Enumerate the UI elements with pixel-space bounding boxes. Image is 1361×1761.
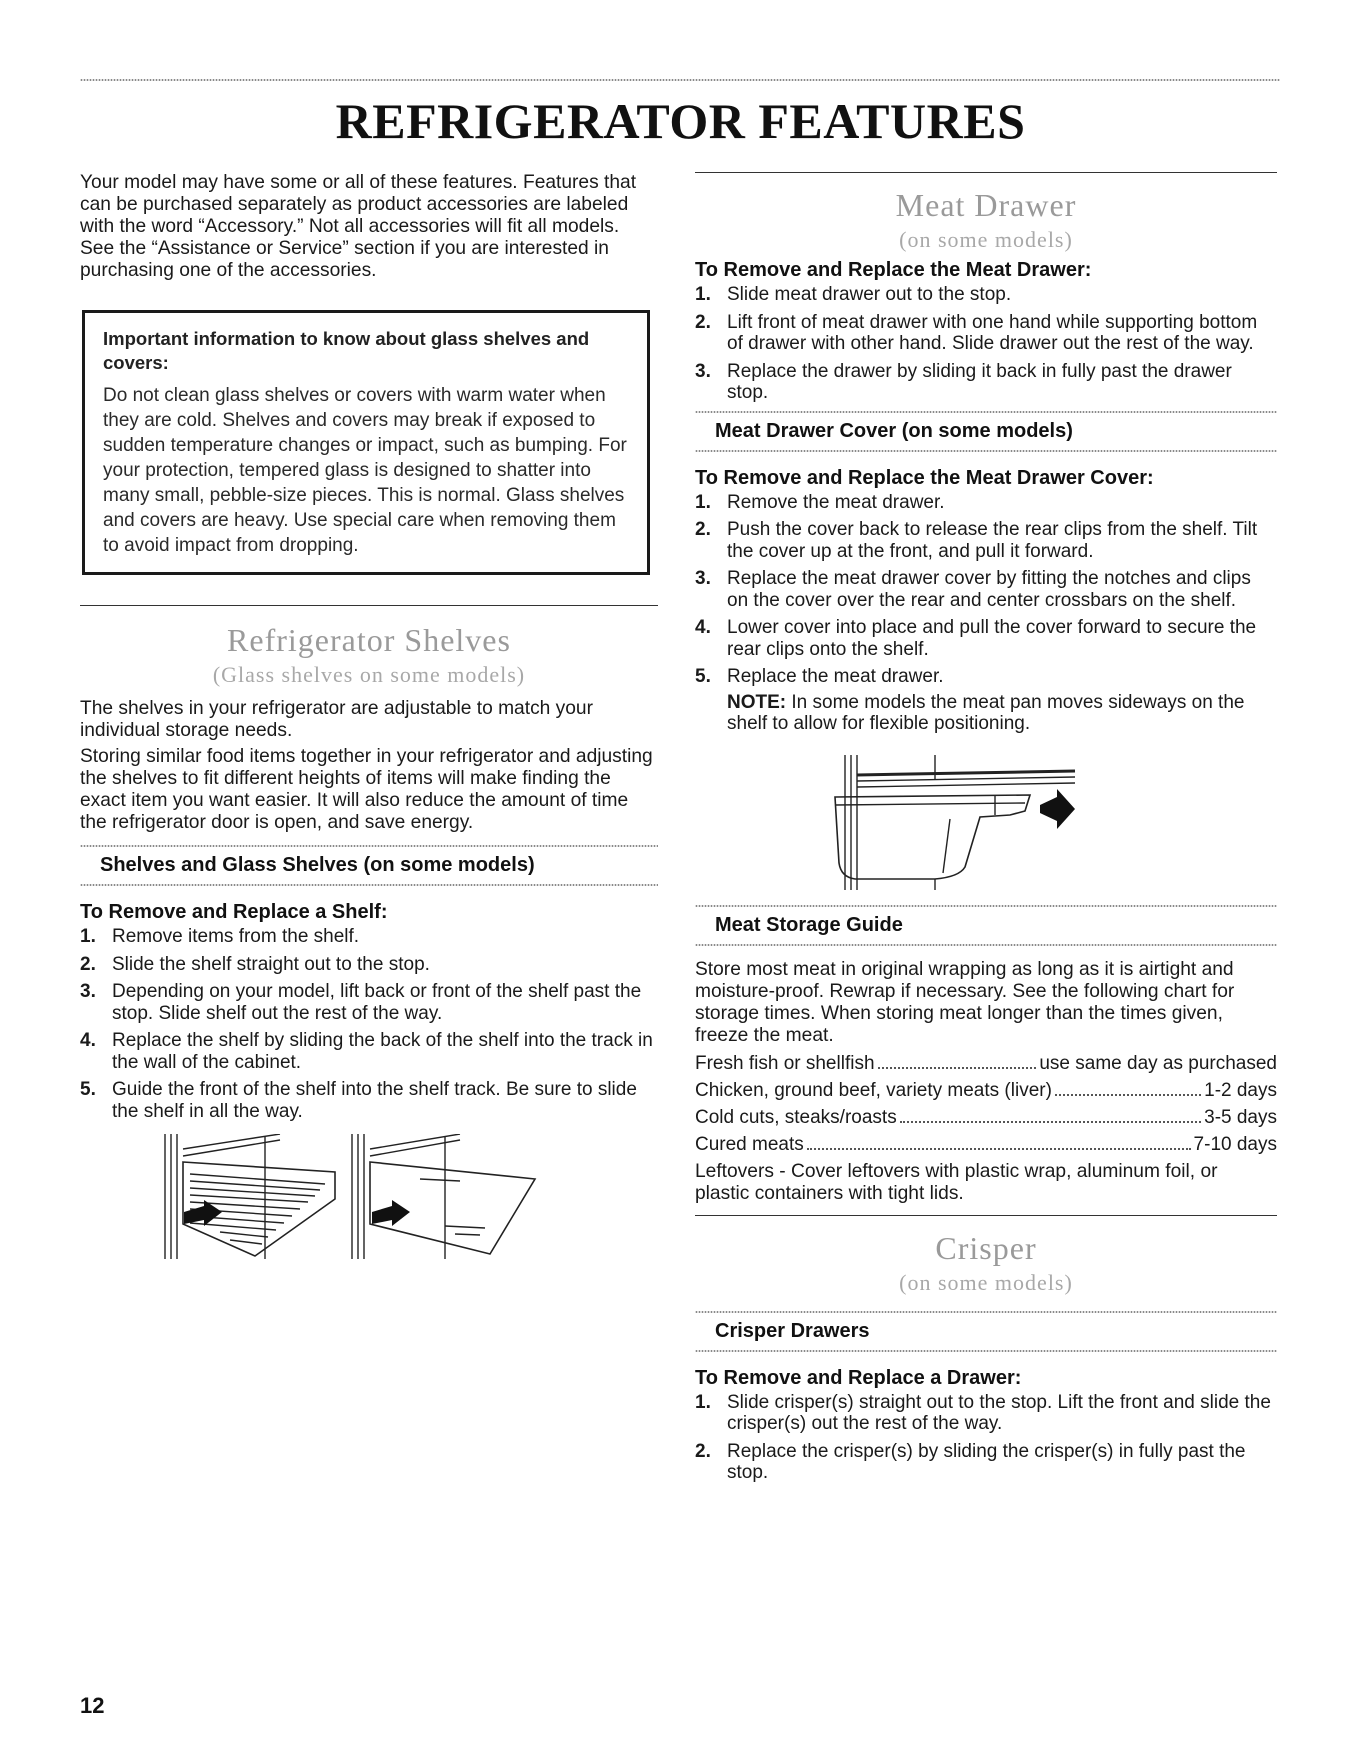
step-text: Lower cover into place and pull the cover forward to secure the rear clips onto the shelf.	[727, 617, 1257, 660]
crisper-subsection-band	[695, 1310, 1277, 1353]
list-item	[695, 617, 1277, 660]
storage-time: 7-10 days	[1193, 1133, 1277, 1155]
step-number: 2.	[80, 953, 96, 975]
meat-drawer-section-title: Meat Drawer	[895, 187, 1077, 223]
important-info-box	[82, 310, 650, 575]
shelves-subsection-band	[80, 844, 658, 887]
step-text: Slide meat drawer out to the stop.	[727, 284, 1012, 305]
step-number: 2.	[695, 311, 711, 333]
meat-cover-steps-heading: To Remove and Replace the Meat Drawer Cover:	[695, 466, 1154, 489]
meat-cover-steps-list	[695, 492, 1277, 688]
step-text: Replace the drawer by sliding it back in fully past the drawer stop.	[727, 360, 1232, 403]
wire-shelf-drawing	[165, 1134, 335, 1259]
right-column	[695, 172, 1277, 1490]
note-text: In some models the meat pan moves sideways on the shelf to allow for flexible positioning.	[727, 691, 1245, 734]
page-title: REFRIGERATOR FEATURES	[335, 93, 1026, 149]
meat-type: Cold cuts, steaks/roasts	[695, 1106, 897, 1128]
step-text: Replace the meat drawer cover by fitting the notches and clips on the cover over the rear and center crossbars on the shelf.	[727, 568, 1251, 611]
meat-pan-note	[695, 692, 1277, 735]
meat-guide-subsection-band	[695, 904, 1277, 947]
glass-shelf-drawing	[352, 1134, 535, 1259]
shelf-steps-heading: To Remove and Replace a Shelf:	[80, 901, 388, 923]
section-rule	[695, 172, 1277, 173]
meat-drawer-steps-heading: To Remove and Replace the Meat Drawer:	[695, 259, 1092, 281]
crisper-steps-list	[695, 1392, 1277, 1484]
table-row	[695, 1080, 1277, 1101]
shelves-section-subtitle: (Glass shelves on some models)	[212, 662, 526, 687]
step-text: Remove the meat drawer.	[727, 491, 945, 513]
list-item	[80, 926, 658, 948]
shelf-steps-list	[80, 926, 658, 1122]
table-row	[695, 1053, 1277, 1074]
step-text: Remove items from the shelf.	[112, 926, 360, 947]
meat-cover-sub-heading: Meat Drawer Cover (on some models)	[715, 419, 1073, 442]
pull-arrow-icon	[372, 1200, 410, 1226]
meat-type: Cured meats	[695, 1133, 804, 1155]
list-item	[80, 954, 658, 976]
top-dotted-rule	[80, 78, 1280, 82]
shelf-illustration	[80, 1134, 658, 1264]
page-number: 12	[80, 1693, 105, 1718]
crisper-section-title: Crisper	[935, 1229, 1037, 1266]
left-column	[80, 172, 658, 1269]
step-number: 5.	[80, 1079, 96, 1100]
list-item	[695, 284, 1277, 306]
note-label: NOTE:	[727, 691, 787, 713]
storage-time: use same day as purchased	[1039, 1052, 1277, 1074]
shelves-sub-heading: Shelves and Glass Shelves (on some models)	[100, 854, 535, 876]
important-text: Do not clean glass shelves or covers with warm water when they are cold. Shelves and covers may break if exposed to sudden temperature changes or impact, such as bumping. For your protection, tempered glass is designed to shatter into many small, pebble-size pieces. This is normal. Glass shelves and covers are heavy. Use special care when removing them to avoid impact from dropping.	[103, 385, 627, 556]
step-text: Push the cover back to release the rear clips from the shelf. Tilt the cover up at the front, and pull it forward.	[727, 519, 1258, 562]
storage-time: 1-2 days	[1204, 1079, 1277, 1101]
step-text: Slide crisper(s) straight out to the stop. Lift the front and slide the crisper(s) out the rest of the way.	[727, 1391, 1271, 1434]
section-rule	[695, 1215, 1277, 1216]
crisper-sub-heading: Crisper Drawers	[715, 1319, 870, 1342]
step-text: Depending on your model, lift back or front of the shelf past the stop. Slide shelf out the rest of the way.	[112, 981, 642, 1024]
meat-guide-sub-heading: Meat Storage Guide	[715, 913, 903, 936]
list-item	[695, 519, 1277, 562]
step-number: 2.	[695, 519, 711, 540]
meat-drawer-illustration	[695, 745, 1277, 895]
important-heading: Important information to know about glass shelves and covers:	[103, 328, 590, 373]
meat-type: Fresh fish or shellfish	[695, 1052, 875, 1074]
table-row	[695, 1107, 1277, 1128]
table-row	[695, 1134, 1277, 1155]
list-item	[695, 666, 1277, 688]
list-item	[695, 361, 1277, 404]
shelves-paragraph-2: Storing similar food items together in your refrigerator and adjusting the shelves to fit different heights of items will make finding the exact item you want easier. It will also reduce the amount of time the refrigerator door is open, and save energy.	[80, 746, 653, 833]
dot-leader	[1055, 1080, 1201, 1096]
step-number: 5.	[695, 666, 711, 687]
leftovers-text: Leftovers - Cover leftovers with plastic wrap, aluminum foil, or plastic containers with tight lids.	[695, 1160, 1218, 1204]
crisper-steps-heading: To Remove and Replace a Drawer:	[695, 1366, 1022, 1389]
meat-cover-subsection-band	[695, 410, 1277, 453]
step-number: 4.	[695, 617, 711, 638]
step-number: 1.	[695, 284, 711, 305]
step-number: 1.	[695, 1391, 711, 1413]
list-item	[695, 492, 1277, 514]
step-text: Replace the shelf by sliding the back of the shelf into the track in the wall of the cabinet.	[112, 1030, 653, 1073]
step-number: 3.	[695, 568, 711, 589]
step-number: 3.	[695, 360, 711, 382]
step-number: 2.	[695, 1440, 711, 1462]
dot-leader	[900, 1107, 1201, 1123]
step-text: Guide the front of the shelf into the shelf track. Be sure to slide the shelf in all the way.	[112, 1079, 637, 1122]
list-item	[695, 1392, 1277, 1435]
list-item	[80, 1030, 658, 1073]
dot-leader	[878, 1053, 1037, 1069]
meat-type: Chicken, ground beef, variety meats (liver)	[695, 1079, 1052, 1101]
intro-paragraph: Your model may have some or all of these features. Features that can be purchased separately as product accessories are labeled with the word “Accessory.” Not all accessories will fit all models. See the “Assistance or Service” section if you are interested in purchasing one of the accessories.	[80, 172, 637, 281]
dot-leader	[807, 1134, 1191, 1150]
dotted-rule	[695, 943, 1277, 947]
step-text: Slide the shelf straight out to the stop.	[112, 953, 430, 975]
list-item	[80, 981, 658, 1024]
list-item	[695, 1441, 1277, 1484]
step-text: Lift front of meat drawer with one hand while supporting bottom of drawer with other hand. Slide drawer out the rest of the way.	[727, 311, 1258, 354]
step-text: Replace the meat drawer.	[727, 666, 944, 687]
list-item	[80, 1079, 658, 1122]
shelves-paragraph-1: The shelves in your refrigerator are adjustable to match your individual storage needs.	[80, 698, 593, 741]
list-item	[695, 568, 1277, 611]
step-number: 4.	[80, 1030, 96, 1051]
list-item	[695, 312, 1277, 355]
step-text: Replace the crisper(s) by sliding the crisper(s) in fully past the stop.	[727, 1440, 1246, 1483]
dotted-rule	[695, 1349, 1277, 1353]
shelves-section-title: Refrigerator Shelves	[227, 622, 511, 658]
step-number: 3.	[80, 981, 96, 1002]
section-rule	[80, 605, 658, 606]
meat-drawer-steps-list	[695, 284, 1277, 404]
crisper-section-subtitle: (on some models)	[899, 1269, 1073, 1295]
meat-drawer-drawing	[835, 755, 1075, 890]
meat-guide-intro: Store most meat in original wrapping as long as it is airtight and moisture-proof. Rewrap if necessary. See the following chart for storage times. When storing meat longer than the times given, freeze the meat.	[695, 958, 1235, 1046]
dotted-rule	[695, 449, 1277, 453]
step-number: 1.	[695, 491, 711, 513]
dotted-rule	[80, 883, 658, 887]
storage-time: 3-5 days	[1204, 1106, 1277, 1128]
meat-drawer-section-subtitle: (on some models)	[899, 227, 1073, 252]
step-number: 1.	[80, 926, 96, 947]
slide-arrow-icon	[1040, 789, 1075, 829]
